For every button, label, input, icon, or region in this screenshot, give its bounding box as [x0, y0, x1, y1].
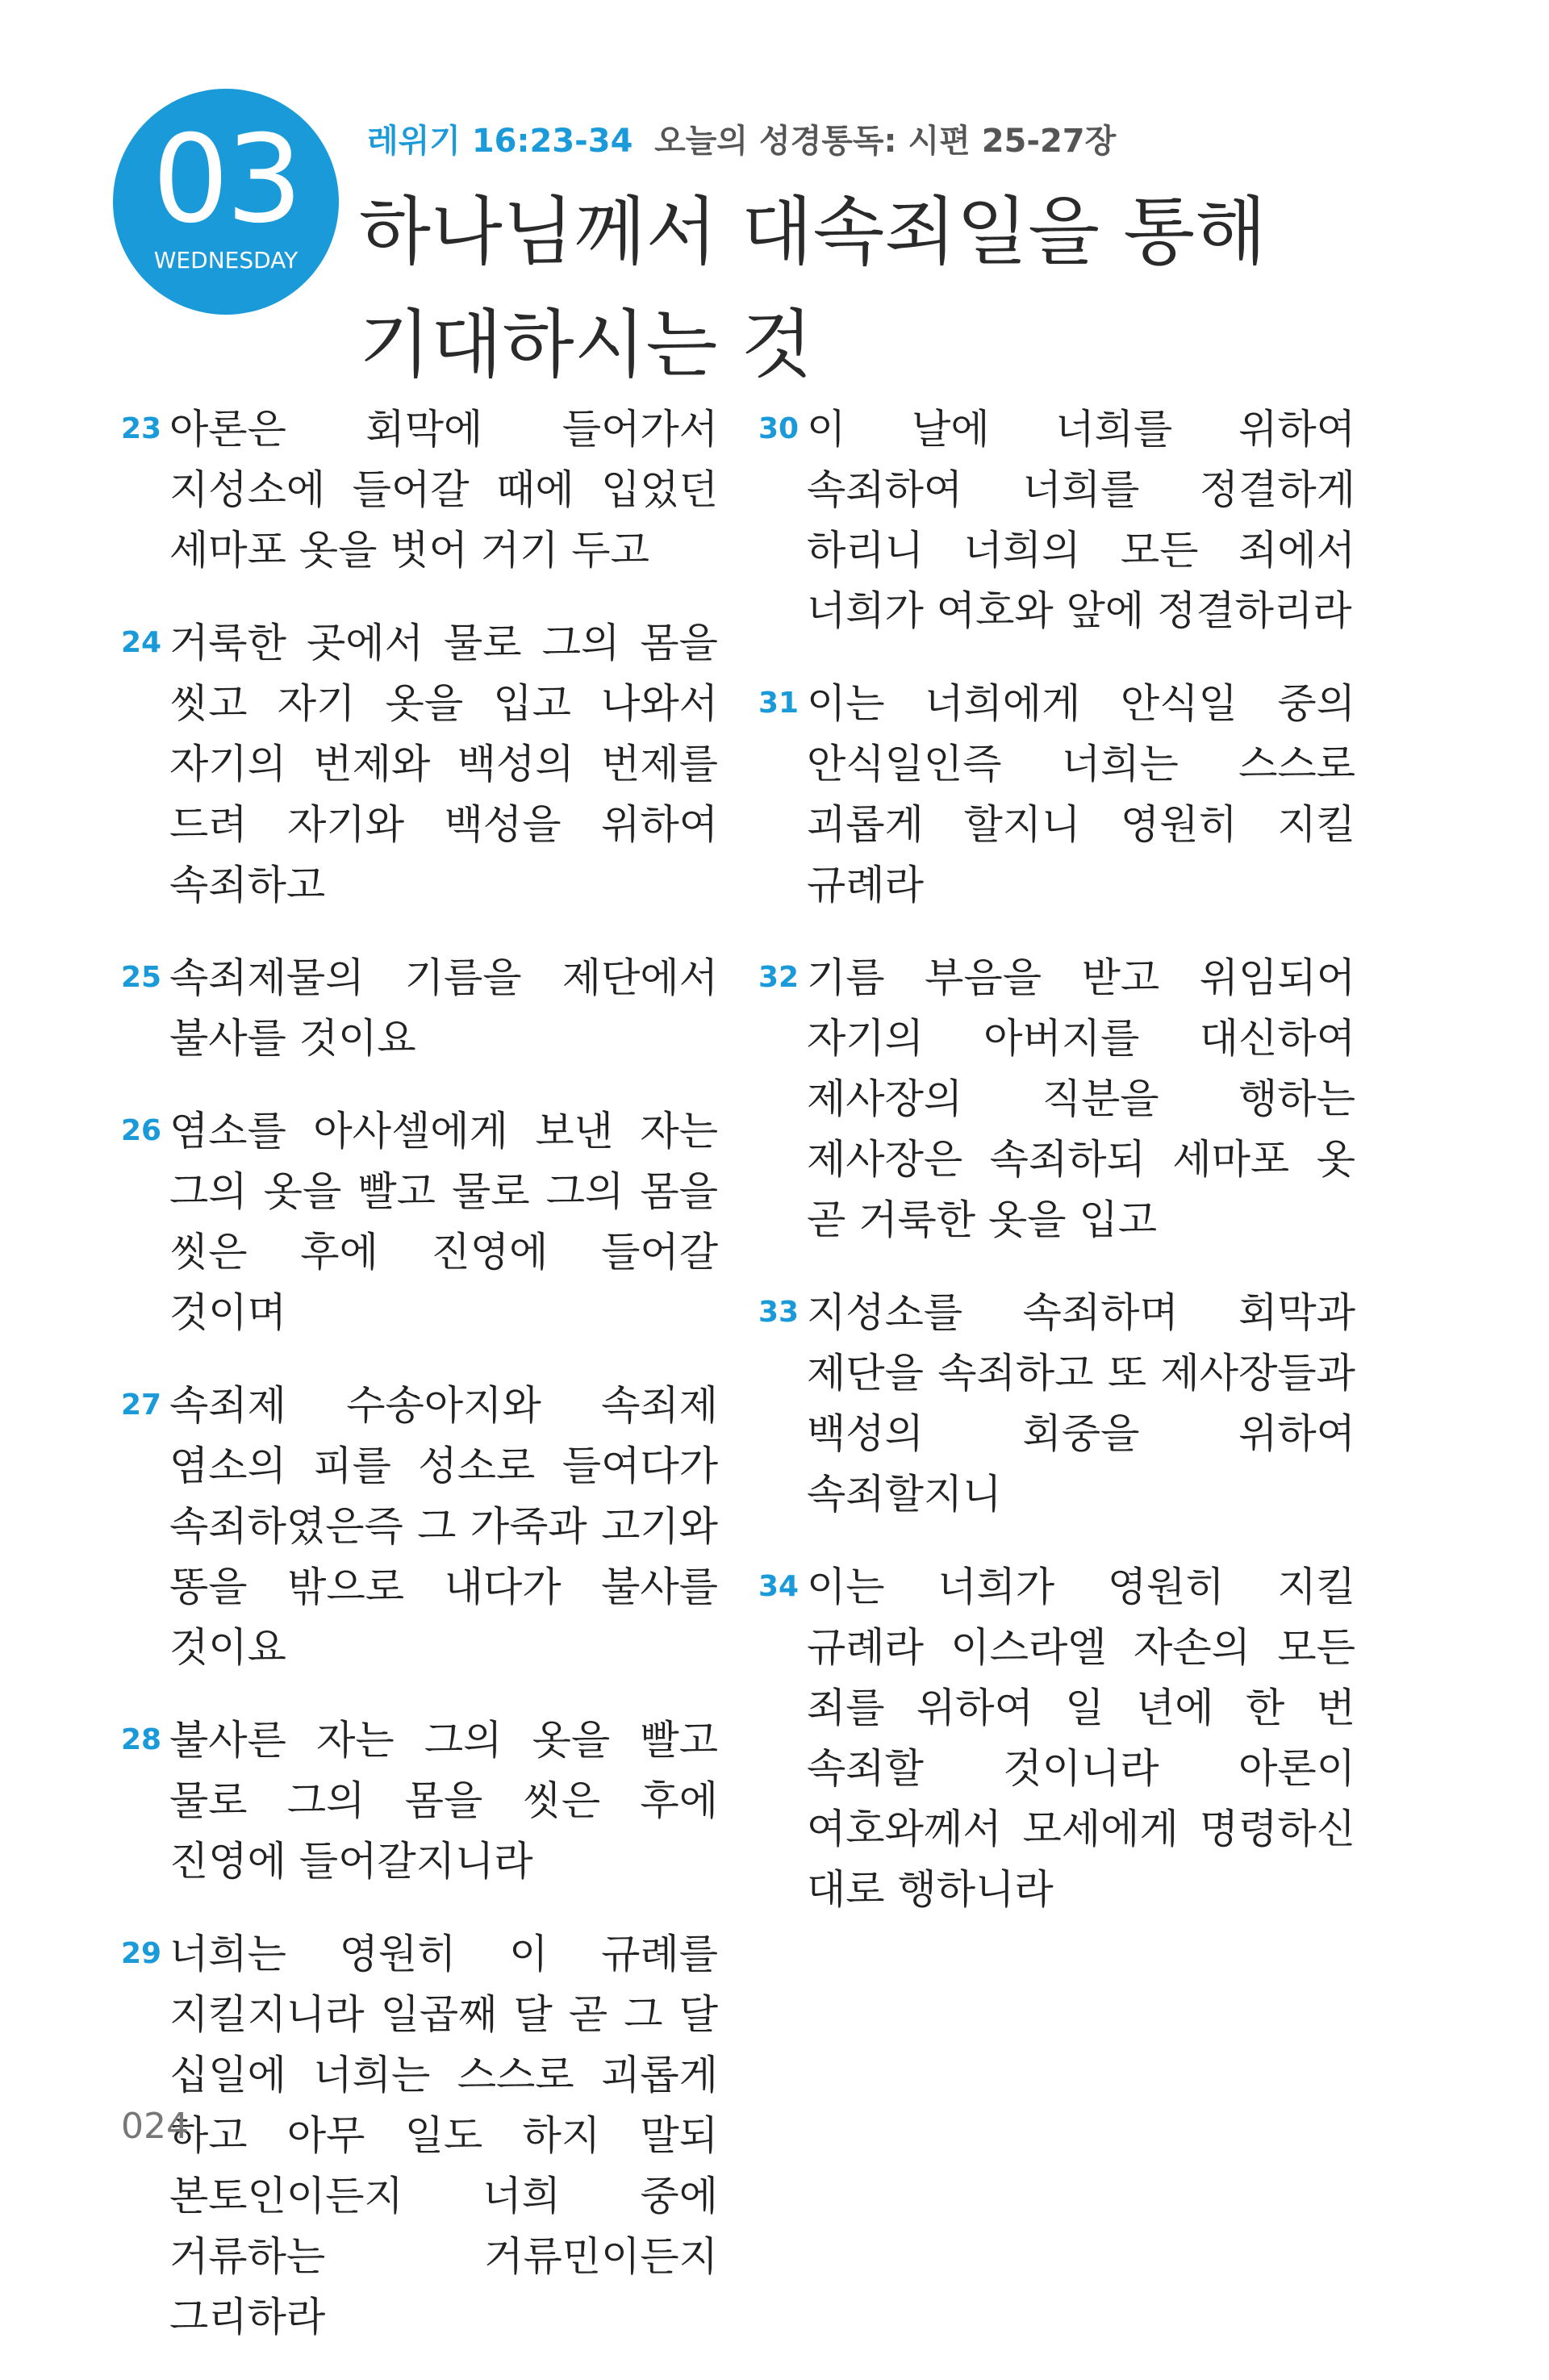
verse-number: 25: [121, 961, 162, 994]
day-badge: [113, 89, 339, 315]
verse: [121, 613, 718, 916]
day-number: 03: [152, 110, 300, 250]
page-title: [359, 176, 1505, 402]
verse-number: 26: [121, 1114, 162, 1147]
verse: [758, 1557, 1355, 1920]
verse-text: 속죄제 수송아지와 속죄제 염소의 피를 성소로 들여다가 속죄하였은즉 그 가죽과 고기와 똥을 밖으로 내다가 불사를 것이요: [169, 1382, 718, 1671]
verse: [121, 399, 718, 581]
verse-number: 33: [758, 1296, 800, 1329]
verse: [121, 948, 718, 1069]
verse: [121, 1710, 718, 1892]
verse-text: 지성소를 속죄하며 회막과 제단을 속죄하고 또 제사장들과 백성의 회중을 위하여 속죄할지니: [807, 1289, 1355, 1518]
verse-text: 염소를 아사셀에게 보낸 자는 그의 옷을 빨고 물로 그의 몸을 씻은 후에 진영에 들어갈 것이며: [169, 1108, 718, 1336]
verses-left-column: [121, 399, 718, 2380]
today-reading: 오늘의 성경통독: 시편 25-27장: [654, 123, 1117, 160]
verse: [121, 1376, 718, 1678]
verse-text: 속죄제물의 기름을 제단에서 불사를 것이요: [169, 954, 718, 1062]
verse-number: 28: [121, 1723, 162, 1756]
title-line-2: 기대하시는 것: [359, 302, 813, 388]
verse-text: 기름 부음을 받고 위임되어 자기의 아버지를 대신하여 제사장의 직분을 행하는 제사장은 속죄하되 세마포 옷 곧 거룩한 옷을 입고: [807, 954, 1355, 1243]
verse-text: 거룩한 곳에서 물로 그의 몸을 씻고 자기 옷을 입고 나와서 자기의 번제와 백성의 번제를 드려 자기와 백성을 위하여 속죄하고: [169, 620, 718, 908]
day-name: WEDNESDAY: [153, 247, 299, 273]
verse-text: 이는 너희에게 안식일 중의 안식일인즉 너희는 스스로 괴롭게 할지니 영원히 지킬 규례라: [807, 680, 1355, 908]
title-line-1: 하나님께서 대속죄일을 통해: [359, 189, 1267, 275]
verse-text: 이는 너희가 영원히 지킬 규례라 이스라엘 자손의 모든 죄를 위하여 일 년에 한 번 속죄할 것이니라 아론이 여호와께서 모세에게 명령하신 대로 행하니라: [807, 1564, 1355, 1913]
verse-text: 아론은 회막에 들어가서 지성소에 들어갈 때에 입었던 세마포 옷을 벗어 거기 두고: [169, 406, 718, 574]
scripture-reference: 레위기 16:23-34: [367, 123, 633, 160]
verse: [758, 1283, 1355, 1525]
verse-text: 이 날에 너희를 위하여 속죄하여 너희를 정결하게 하리니 너희의 모든 죄에서 너희가 여호와 앞에 정결하리라: [807, 406, 1355, 634]
verse-number: 24: [121, 626, 162, 659]
page-number: 024: [121, 2106, 189, 2147]
verse-text: 너희는 영원히 이 규례를 지킬지니라 일곱째 달 곧 그 달 십일에 너희는 스스로 괴롭게 하고 아무 일도 하지 말되 본토인이든지 너희 중에 거류하는 거류민이든지 그리하라: [169, 1931, 718, 2340]
verse-number: 34: [758, 1570, 800, 1603]
verse: [121, 1924, 718, 2348]
verse: [121, 1101, 718, 1343]
verse-number: 32: [758, 961, 800, 994]
reading-reference-line: [367, 121, 1116, 161]
verse: [758, 399, 1355, 641]
verses-right-column: [758, 399, 1355, 1952]
verse: [758, 948, 1355, 1251]
verse-number: 27: [121, 1388, 162, 1422]
verse-text: 불사른 자는 그의 옷을 빨고 물로 그의 몸을 씻은 후에 진영에 들어갈지니라: [169, 1717, 718, 1885]
verse-number: 23: [121, 412, 162, 445]
verse-number: 31: [758, 687, 800, 720]
verse-number: 29: [121, 1937, 162, 1970]
verse: [758, 674, 1355, 916]
verse-number: 30: [758, 412, 800, 445]
